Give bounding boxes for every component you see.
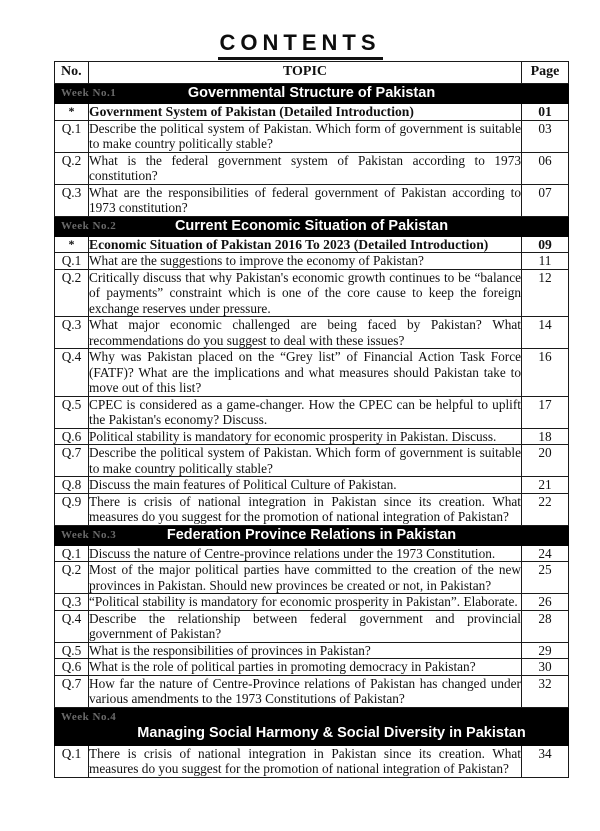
week-section-title: Federation Province Relations in Pakistan bbox=[166, 526, 457, 543]
row-topic-cell: Political stability is mandatory for economic prosperity in Pakistan. Discuss. bbox=[89, 428, 522, 445]
table-row bbox=[55, 269, 569, 317]
week-label: Week No.3 bbox=[61, 528, 117, 541]
table-row bbox=[55, 253, 569, 270]
row-page-cell: 14 bbox=[522, 317, 569, 349]
row-number-cell: * bbox=[55, 104, 89, 121]
week-section-band bbox=[55, 84, 569, 104]
row-page-cell: 11 bbox=[522, 253, 569, 270]
row-number-cell: Q.4 bbox=[55, 349, 89, 397]
row-topic-cell: There is crisis of national integration in Pakistan since its creation. What measures do you suggest for the promotion of national integration of Pakistan? bbox=[89, 493, 521, 524]
row-page-cell: 17 bbox=[522, 396, 569, 428]
week-section-band bbox=[55, 707, 569, 745]
row-page-cell: 30 bbox=[522, 659, 569, 676]
row-topic-cell: How far the nature of Centre-Province relations of Pakistan has changed under various amendments to the 1973 Constitutions of Pakistan? bbox=[89, 675, 521, 706]
row-number-cell: Q.3 bbox=[55, 184, 89, 216]
week-section-band-cell bbox=[55, 707, 569, 745]
row-number-cell: Q.7 bbox=[55, 445, 89, 477]
row-topic-cell: Discuss the nature of Centre-province relations under the 1973 Constitution. bbox=[89, 545, 522, 562]
row-number-cell: Q.1 bbox=[55, 745, 89, 777]
row-number-cell: Q.1 bbox=[55, 120, 89, 152]
row-page-cell: 29 bbox=[522, 642, 569, 659]
table-header-row bbox=[55, 62, 569, 84]
table-row bbox=[55, 610, 569, 642]
row-number-cell: Q.6 bbox=[55, 659, 89, 676]
row-page-cell: 18 bbox=[522, 428, 569, 445]
contents-table-body bbox=[55, 62, 569, 778]
row-page-cell: 25 bbox=[522, 562, 569, 594]
week-section-title: Managing Social Harmony & Social Diversity in Pakistan bbox=[137, 724, 526, 741]
table-row bbox=[55, 493, 569, 525]
row-number-cell: Q.2 bbox=[55, 269, 89, 317]
row-topic-cell: CPEC is considered as a game-changer. How the CPEC can be helpful to uplift the Pakistan's economy? Discuss. bbox=[89, 396, 521, 427]
row-number-cell: Q.3 bbox=[55, 317, 89, 349]
table-row bbox=[55, 545, 569, 562]
table-row bbox=[55, 120, 569, 152]
column-header-no: No. bbox=[55, 62, 89, 84]
row-topic-cell: Describe the political system of Pakistan. Which form of government is suitable to make country politically stable? bbox=[89, 445, 521, 476]
row-number-cell: Q.1 bbox=[55, 253, 89, 270]
week-band-inner bbox=[55, 526, 568, 545]
row-page-cell: 03 bbox=[522, 120, 569, 152]
row-page-cell: 16 bbox=[522, 349, 569, 397]
row-page-cell: 21 bbox=[522, 477, 569, 494]
row-number-cell: Q.9 bbox=[55, 493, 89, 525]
table-row bbox=[55, 152, 569, 184]
table-row bbox=[55, 745, 569, 777]
row-page-cell: 01 bbox=[522, 104, 569, 121]
row-topic-cell: Describe the relationship between federal government and provincial government of Pakistan? bbox=[89, 610, 521, 641]
table-row bbox=[55, 642, 569, 659]
table-row bbox=[55, 445, 569, 477]
row-page-cell: 22 bbox=[522, 493, 569, 525]
table-row bbox=[55, 396, 569, 428]
row-topic-cell: Describe the political system of Pakistan. Which form of government is suitable to make country politically stable? bbox=[89, 120, 521, 151]
row-page-cell: 07 bbox=[522, 184, 569, 216]
row-number-cell: Q.5 bbox=[55, 642, 89, 659]
table-row bbox=[55, 317, 569, 349]
row-number-cell: Q.8 bbox=[55, 477, 89, 494]
row-page-cell: 32 bbox=[522, 675, 569, 707]
row-topic-cell: “Political stability is mandatory for economic prosperity in Pakistan”. Elaborate. bbox=[89, 594, 522, 611]
row-topic-cell: What are the suggestions to improve the economy of Pakistan? bbox=[89, 253, 522, 270]
column-header-page: Page bbox=[522, 62, 569, 84]
week-section-band-cell bbox=[55, 216, 569, 236]
week-section-title: Current Economic Situation of Pakistan bbox=[174, 217, 449, 234]
row-number-cell: Q.2 bbox=[55, 152, 89, 184]
row-topic-cell: What is the responsibilities of provinces in Pakistan? bbox=[89, 642, 522, 659]
week-band-inner bbox=[55, 84, 568, 103]
contents-table bbox=[54, 61, 569, 778]
row-topic-cell: Discuss the main features of Political Culture of Pakistan. bbox=[89, 477, 522, 494]
row-number-cell: * bbox=[55, 236, 89, 253]
week-section-band bbox=[55, 216, 569, 236]
page-title-text: CONTENTS bbox=[218, 31, 383, 60]
row-topic-cell: Most of the major political parties have committed to the creation of the new provinces in Pakistan. Should new provinces be created or not, in Pakistan? bbox=[89, 562, 521, 593]
table-row bbox=[55, 594, 569, 611]
table-row bbox=[55, 184, 569, 216]
table-row bbox=[55, 236, 569, 253]
row-topic-cell: Critically discuss that why Pakistan's economic growth continues to be “balance of payments” constraint which is one of the core cause to keep the foreign exchange reserves under pressure. bbox=[89, 269, 521, 316]
week-band-inner bbox=[55, 217, 568, 236]
row-topic-cell: What major economic challenged are being faced by Pakistan? What recommendations do you suggest to deal with these issues? bbox=[89, 317, 521, 348]
week-section-title: Governmental Structure of Pakistan bbox=[187, 85, 436, 101]
row-number-cell: Q.2 bbox=[55, 562, 89, 594]
table-row bbox=[55, 349, 569, 397]
row-page-cell: 06 bbox=[522, 152, 569, 184]
week-label: Week No.1 bbox=[61, 87, 117, 99]
row-number-cell: Q.5 bbox=[55, 396, 89, 428]
row-page-cell: 20 bbox=[522, 445, 569, 477]
row-page-cell: 28 bbox=[522, 610, 569, 642]
row-page-cell: 09 bbox=[522, 236, 569, 253]
table-row bbox=[55, 104, 569, 121]
row-number-cell: Q.3 bbox=[55, 594, 89, 611]
row-page-cell: 26 bbox=[522, 594, 569, 611]
week-label: Week No.4 bbox=[61, 710, 117, 723]
row-page-cell: 12 bbox=[522, 269, 569, 317]
row-topic-cell: There is crisis of national integration in Pakistan since its creation. What measures do you suggest for the promotion of national integration of Pakistan? bbox=[89, 745, 521, 776]
row-topic-cell: What is the federal government system of Pakistan according to 1973 constitution? bbox=[89, 152, 521, 183]
table-row bbox=[55, 477, 569, 494]
row-number-cell: Q.1 bbox=[55, 545, 89, 562]
week-section-band-cell bbox=[55, 525, 569, 545]
row-topic-cell: What is the role of political parties in promoting democracy in Pakistan? bbox=[89, 659, 522, 676]
week-band-inner bbox=[55, 708, 568, 745]
table-row bbox=[55, 562, 569, 594]
week-section-band-cell bbox=[55, 84, 569, 104]
row-topic-cell: Why was Pakistan placed on the “Grey list” of Financial Action Task Force (FATF)? What are the implications and what measures should Pakistan take to move out of this list? bbox=[89, 349, 521, 395]
row-number-cell: Q.7 bbox=[55, 675, 89, 707]
row-page-cell: 24 bbox=[522, 545, 569, 562]
week-section-band bbox=[55, 525, 569, 545]
table-row bbox=[55, 659, 569, 676]
page-title bbox=[0, 31, 600, 60]
column-header-topic: TOPIC bbox=[89, 62, 522, 84]
week-label: Week No.2 bbox=[61, 219, 117, 232]
row-topic-cell: Government System of Pakistan (Detailed Introduction) bbox=[89, 104, 522, 121]
row-topic-cell: Economic Situation of Pakistan 2016 To 2023 (Detailed Introduction) bbox=[89, 236, 522, 253]
row-topic-cell: What are the responsibilities of federal government of Pakistan according to 1973 constitution? bbox=[89, 184, 521, 215]
row-page-cell: 34 bbox=[522, 745, 569, 777]
row-number-cell: Q.6 bbox=[55, 428, 89, 445]
table-row bbox=[55, 428, 569, 445]
row-number-cell: Q.4 bbox=[55, 610, 89, 642]
table-row bbox=[55, 675, 569, 707]
